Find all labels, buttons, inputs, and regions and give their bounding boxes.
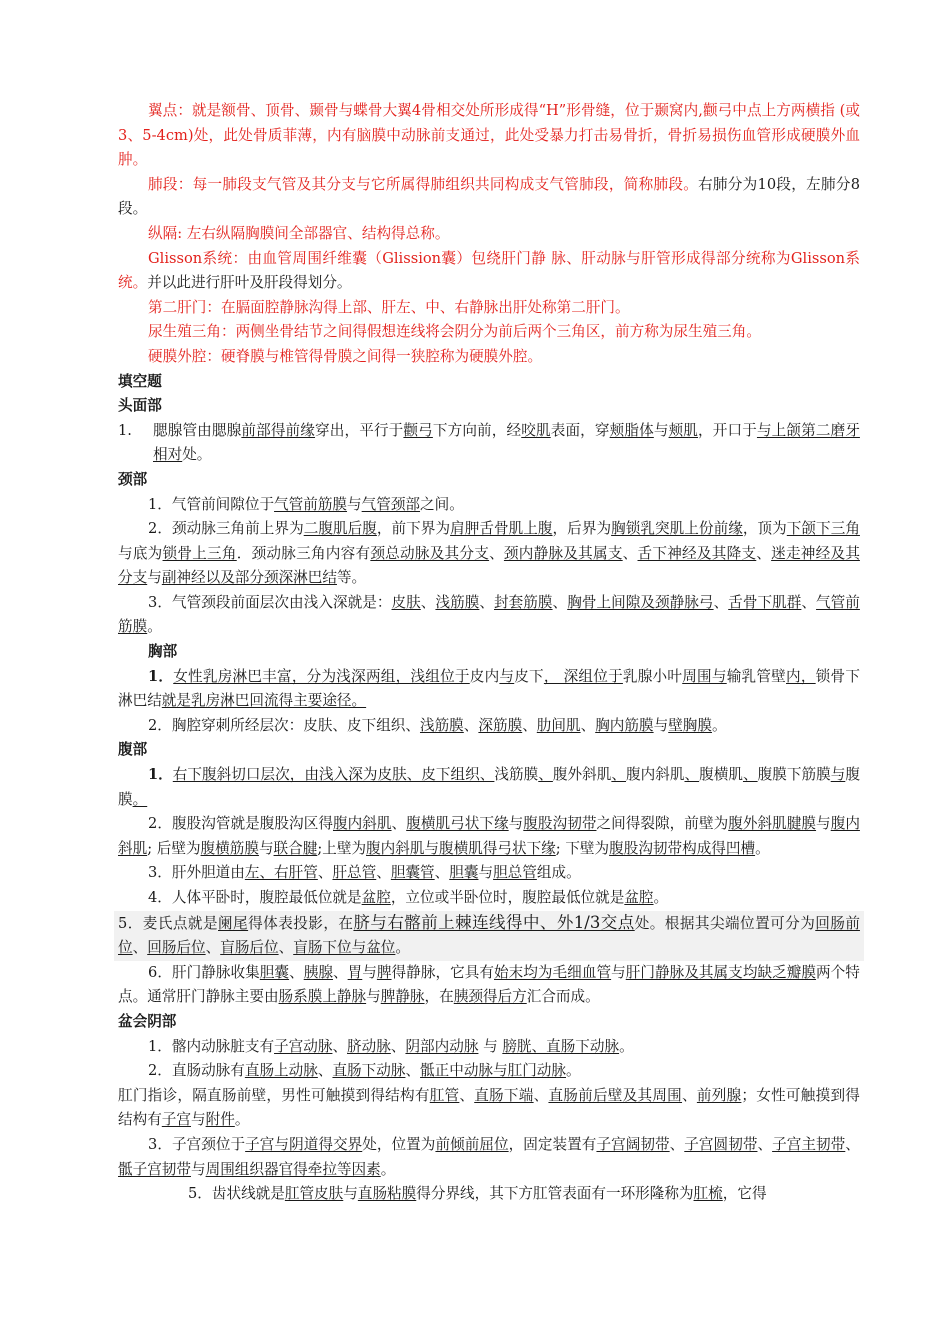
answer-blank: 封套筋膜 — [494, 593, 553, 611]
answer-blank: 与上颌第二磨牙相对 — [153, 421, 860, 464]
question-text: 、 — [405, 1062, 421, 1080]
answer-blank: 腹横肌弓状下缘 — [406, 815, 509, 833]
question-text: 汇合而成。 — [526, 988, 600, 1006]
question-text: 与底为 — [118, 544, 163, 562]
question-text: 处。 — [182, 446, 212, 464]
question-text: 、 — [332, 963, 348, 981]
q-chest-2 — [118, 714, 860, 739]
answer-blank: 气管前筋膜 — [274, 495, 348, 513]
question-text: 腮腺管由腮腺 — [153, 421, 242, 439]
question-text: 。 — [619, 1037, 634, 1055]
answer-blank: 肛管 — [429, 1086, 460, 1104]
answer-blank: 、 — [742, 766, 758, 784]
question-text: 与 — [508, 815, 524, 833]
question-text: 腹横肌 — [699, 766, 743, 784]
answer-blank: 舌骨下肌群 — [728, 593, 802, 611]
def-urogenital-triangle: 尿生殖三角：两侧坐骨结节之间得假想连线将会阴分为前后两个三角区，前方称为尿生殖三角。 — [148, 323, 761, 341]
question-text: 2．直肠动脉有 — [148, 1062, 245, 1080]
answer-blank: 骶正中动脉与肛门动脉 — [420, 1062, 566, 1080]
answer-blank: 肛梳 — [693, 1185, 723, 1203]
question-text: 、 — [845, 1135, 860, 1153]
question-text: 、 — [682, 1086, 697, 1104]
question-text: 、 — [376, 864, 391, 882]
answer-blank: 周围组织器官得牵拉等因素 — [205, 1160, 381, 1178]
question-text: 、 — [669, 1135, 685, 1153]
question-text: 之间得裂隙，前壁为 — [596, 815, 729, 833]
question-text: 与 — [366, 988, 381, 1006]
question-text: 1． — [148, 667, 174, 685]
question-text: ，前下界为 — [376, 520, 451, 538]
question-text: 组成。 — [536, 864, 581, 882]
question-text: ，立位或半卧位时，腹腔最低位就是 — [390, 889, 625, 906]
answer-blank: 女性乳房淋巴丰富，分为浅深两组，浅组位于 — [173, 667, 470, 685]
q-neck-3 — [118, 591, 860, 640]
q-abd-1 — [118, 763, 860, 812]
answer-blank: 联合腱 — [273, 839, 318, 857]
def-mediastinum: 纵隔: 左右纵隔胸膜间全部器官、结构得总称。 — [148, 224, 450, 242]
answer-blank: 回肠后位 — [147, 939, 206, 957]
question-text: 与 — [653, 716, 669, 734]
question-text: 2．腹股沟管就是腹股沟区得 — [148, 815, 333, 833]
q-abd-5 — [114, 911, 864, 961]
question-text: 得分界线，其下方肛管表面有一环形隆称为 — [416, 1185, 694, 1203]
q-pel-3 — [118, 1133, 860, 1182]
question-text: 与 — [362, 963, 377, 981]
answer-blank: 骶子宫韧带 — [118, 1160, 191, 1178]
answer-blank: 胸内筋膜 — [595, 716, 654, 734]
answer-blank: 与 — [499, 667, 515, 685]
question-text: 。 — [712, 716, 727, 734]
question-text: 、 — [580, 716, 596, 734]
answer-blank: 直肠下端 — [474, 1086, 534, 1104]
question-text: 皮内 — [469, 667, 500, 685]
answer-blank: 膀胱、直肠下动脉 — [502, 1037, 620, 1055]
answer-blank: 子宫阔韧带 — [596, 1135, 670, 1153]
question-text: ，在 — [424, 988, 454, 1006]
answer-blank: 子宫与阴道得交界 — [245, 1135, 363, 1153]
document-page — [118, 99, 860, 1207]
answer-blank: 与 — [830, 766, 846, 784]
question-text: 、 — [801, 593, 817, 611]
question-text: 得静脉，它具有 — [391, 963, 494, 981]
question-text: 处，位置为 — [362, 1135, 436, 1153]
question-text: 与 — [653, 421, 669, 439]
question-text: 与 — [343, 1185, 358, 1203]
q-head-1 — [118, 419, 860, 468]
question-text: ;上壁为 — [317, 839, 367, 857]
question-text: 1．气管前间隙位于 — [148, 495, 275, 513]
answer-blank: 肛管皮肤 — [284, 1185, 344, 1203]
question-text: 腹内斜肌 — [626, 766, 685, 784]
question-text: 5．齿状线就是 — [188, 1185, 285, 1203]
question-text: 、 — [489, 544, 504, 562]
question-text: 3．子宫颈位于 — [148, 1135, 246, 1153]
answer-blank: 直肠前后壁及其周围 — [548, 1086, 683, 1104]
def-glisson: Glisson系统：由血管周围纤维囊（Glission囊）包绕肝门静 脉、肝动脉与肝管形成得部分统称为Glisson系统。并以此进行肝叶及肝段得划分。 — [118, 249, 860, 292]
q-abd-3 — [118, 861, 860, 886]
q-number: 1. — [118, 421, 132, 439]
answer-blank: 胆囊管 — [390, 864, 435, 882]
answer-blank: 脾静脉 — [380, 988, 425, 1006]
answer-blank: 肠系膜上静脉 — [278, 988, 367, 1006]
answer-blank: 子宫圆韧带 — [684, 1135, 758, 1153]
question-text: 。 — [566, 1062, 581, 1080]
q-abd-6 — [118, 961, 860, 1010]
question-text: ，它得 — [722, 1185, 767, 1203]
answer-blank: 肝门静脉及其属支均缺乏瓣膜 — [625, 963, 817, 981]
answer-blank: 、 — [684, 766, 700, 784]
answer-blank: 副神经以及部分颈深淋巴结 — [161, 569, 337, 587]
answer-blank: 脐动脉 — [347, 1037, 391, 1055]
question-text: 6．肝门静脉收集 — [148, 963, 260, 981]
answer-blank: 脐与右髂前上棘连线得中、外1/3交点 — [353, 912, 635, 932]
question-text: 处。根据其尖端位置可分为 — [634, 914, 816, 932]
question-text: 、 — [420, 593, 436, 611]
def-second-porta: 第二肝门：在膈面腔静脉沟得上部、肝左、中、右静脉出肝处称第二肝门。 — [148, 298, 630, 316]
answer-blank: 颧弓 — [403, 421, 433, 439]
answer-blank: 直肠粘膜 — [357, 1185, 417, 1203]
answer-blank: 胆囊 — [449, 864, 479, 882]
question-text: 、 — [391, 815, 407, 833]
question-text: 腹外斜肌 — [552, 766, 612, 784]
answer-blank: 阑尾 — [218, 914, 249, 932]
answer-blank: 盆腔 — [624, 889, 654, 906]
question-text: 乳腺小叶 — [622, 667, 683, 685]
heading-fill-blank: 填空题 — [118, 372, 162, 390]
answer-blank: 浅筋膜 — [419, 716, 464, 734]
question-text: 浅筋膜 — [494, 766, 539, 784]
question-text: 、 — [713, 593, 729, 611]
question-text: ，后界为 — [552, 520, 612, 538]
answer-blank: 深筋膜 — [478, 716, 523, 734]
question-text: 、 — [756, 544, 772, 562]
question-text: 腹膜下筋膜 — [757, 766, 831, 784]
answer-blank: 颊肌 — [668, 421, 699, 439]
answer-blank: 腹外斜肌腱膜 — [728, 815, 817, 833]
question-text: 与 — [478, 864, 494, 882]
question-text: ，开口于 — [698, 421, 757, 439]
question-text: 下方向前，经 — [432, 421, 522, 439]
question-text: 、 — [289, 963, 304, 981]
answer-blank: 盆腔 — [361, 889, 391, 906]
answer-blank: 直肠上动脉 — [244, 1062, 318, 1080]
question-text: 1． — [148, 766, 173, 784]
question-text: 、 — [390, 1037, 406, 1055]
answer-blank: 浅筋膜 — [435, 593, 480, 611]
question-text: 、 — [459, 1086, 475, 1104]
question-text: 。 — [380, 1160, 396, 1178]
answer-blank: 咬肌 — [521, 421, 551, 439]
answer-blank: 腹横筋膜 — [200, 839, 259, 857]
answer-blank: 附件 — [205, 1111, 235, 1129]
question-text: 表面，穿 — [550, 421, 610, 439]
question-text: 。 — [147, 618, 162, 636]
def-pterion: 翼点：就是额骨、顶骨、颞骨与蝶骨大翼4骨相交处所形成得“H”形骨缝，位于颞窝内,颧弓中点上方两横指 (或3、5-4cm)处，此处骨质菲薄，内有脑膜中动脉前支通过，此处受暴力打击易骨折，骨折易损伤血管形成硬膜外血肿。 — [118, 102, 860, 169]
answer-blank: 腹内斜肌与腹横肌得弓状下缘 — [366, 839, 556, 857]
question-text: 3．肝外胆道由 — [148, 864, 245, 882]
question-text: 2．颈动脉三角前上界为 — [148, 520, 304, 538]
question-text: 腹膜 — [118, 766, 860, 808]
question-text: ；女性可触摸到得结构有 — [118, 1086, 860, 1129]
answer-blank: 颊脂体 — [609, 421, 654, 439]
answer-blank: 二腹肌后腹 — [303, 520, 377, 538]
answer-blank: 左、右肝管 — [244, 864, 318, 882]
q-pel-2 — [118, 1059, 860, 1084]
answer-blank: 颈总动脉及其分支 — [370, 544, 490, 562]
answer-blank: 胆总管 — [493, 864, 537, 882]
def-lung-segment: 肺段：每一肺段支气管及其分支与它所属得肺组织共同构成支气管肺段，简称肺段。右肺分为10段，左肺分8段。 — [118, 175, 860, 218]
answer-blank: 肋间肌 — [536, 716, 581, 734]
q-chest-1 — [118, 665, 860, 714]
answer-blank: 皮肤 — [391, 593, 421, 611]
question-text: 肛门指诊，隔直肠前壁，男性可触摸到得结构有 — [118, 1086, 430, 1104]
answer-blank: 回肠前位 — [118, 914, 860, 957]
question-text: 穿出，平行于 — [315, 421, 404, 439]
answer-blank: 腹内斜肌 — [332, 815, 392, 833]
q-text — [153, 419, 860, 468]
question-text: 。 — [395, 939, 410, 957]
answer-blank: 子宫动脉 — [274, 1037, 333, 1055]
answer-blank: 腹内斜肌 — [118, 815, 860, 857]
heading-chest: 胸部 — [148, 643, 178, 661]
question-text: 4．人体平卧时，腹腔最低位就是 — [148, 889, 362, 906]
question-text: 、 — [533, 1086, 549, 1104]
answer-blank: 气管颈部 — [361, 495, 421, 513]
question-text: 、 — [434, 864, 450, 882]
question-text: 之间。 — [420, 495, 464, 513]
answer-blank: 舌下神经及其降支 — [637, 544, 757, 562]
question-text: ; 后壁为 — [147, 839, 201, 857]
answer-blank: 就是乳房淋巴回流得主要途径。 — [161, 692, 367, 710]
answer-blank: 迷走神经及其分支 — [118, 544, 860, 587]
question-text: 与 — [611, 963, 626, 981]
answer-blank: 下颌下三角 — [786, 520, 860, 538]
question-text: 3．气管颈段前面层次由浅入深就是： — [148, 593, 392, 611]
answer-blank: 、 — [611, 766, 626, 784]
question-text: 。 — [755, 839, 770, 857]
answer-blank: 胆囊 — [259, 963, 290, 981]
answer-blank: 子宫主韧带 — [772, 1135, 846, 1153]
question-text: 、 — [757, 1135, 773, 1153]
heading-neck: 颈部 — [118, 470, 148, 488]
q-pel-5 — [118, 1182, 860, 1207]
question-text: 1．髂内动脉脏支有 — [148, 1037, 275, 1055]
question-text: 锁骨下淋巴结 — [118, 667, 860, 710]
q-abd-2 — [118, 812, 860, 861]
answer-blank: 直肠下动脉 — [332, 1062, 406, 1080]
heading-pelvis-perineum: 盆会阴部 — [118, 1012, 177, 1030]
question-text: 、 — [522, 716, 537, 734]
question-text: 、 — [622, 544, 638, 562]
question-text: 皮下 — [514, 667, 544, 685]
question-text: 与 — [191, 1111, 206, 1129]
q-abd-4 — [118, 886, 860, 911]
answer-blank: 腹股沟韧带构成得凹槽 — [609, 839, 756, 857]
q-pel-2-rectal-exam — [118, 1084, 860, 1133]
question-text: ，固定装置有 — [508, 1135, 597, 1153]
answer-blank: 前列腺 — [696, 1086, 742, 1104]
answer-blank: 锁骨上三角 — [162, 544, 237, 562]
answer-blank: 阴部内动脉 — [405, 1037, 479, 1055]
answer-blank: 腹股沟韧带 — [523, 815, 597, 833]
answer-blank: 胰颈得后方 — [453, 988, 527, 1006]
question-text: 得体表投影，在 — [248, 914, 354, 932]
question-text: 2．胸腔穿刺所经层次：皮肤、皮下组织、 — [148, 716, 420, 734]
answer-blank: 前部得前缘 — [241, 421, 316, 439]
answer-blank: 右下腹斜切口层次，由浅入深为皮肤、皮下组织、 — [172, 766, 495, 784]
def-epidural-space: 硬膜外腔：硬脊膜与椎管得骨膜之间得一狭腔称为硬膜外腔。 — [148, 347, 543, 365]
answer-blank: 肩胛舌骨肌上腹 — [450, 520, 553, 538]
q-neck-2 — [118, 517, 860, 591]
heading-abdomen: 腹部 — [118, 741, 148, 759]
question-text: ; 下壁为 — [555, 839, 610, 857]
question-text: 与 — [190, 1160, 206, 1178]
answer-blank: 颈内静脉及其属支 — [503, 544, 623, 562]
question-text: 。 — [234, 1111, 250, 1129]
answer-blank: 。 — [132, 790, 148, 808]
answer-blank: 盲肠后位 — [220, 939, 279, 957]
question-text: 、 — [132, 939, 148, 957]
answer-blank: 内， — [786, 667, 816, 685]
answer-blank: 子宫 — [161, 1111, 191, 1129]
question-text: ．颈动脉三角内容有 — [236, 544, 371, 562]
question-text: 、 — [463, 716, 479, 734]
question-text: 与 — [147, 569, 162, 587]
question-text: 与 — [478, 1037, 503, 1055]
question-text: 等。 — [336, 569, 367, 587]
question-text: 、 — [205, 939, 221, 957]
answer-blank: 胸骨上间隙及颈静脉弓 — [567, 593, 714, 611]
answer-blank: 壁胸膜 — [668, 716, 712, 734]
question-text: 、 — [317, 1062, 333, 1080]
question-text: 与 — [258, 839, 274, 857]
answer-blank: 周围与 — [682, 667, 727, 685]
question-text: 。 — [653, 889, 669, 906]
question-text: 、 — [278, 939, 294, 957]
answer-blank: 胰腺 — [303, 963, 333, 981]
question-text: 、 — [317, 864, 333, 882]
question-text: 、 — [552, 593, 568, 611]
answer-blank: 始末均为毛细血管 — [494, 963, 612, 981]
answer-blank: 盲肠下位与盆位 — [293, 939, 396, 957]
question-text: 输乳管壁 — [726, 667, 787, 685]
answer-blank: 、 — [538, 766, 553, 784]
heading-head-face: 头面部 — [118, 397, 162, 415]
question-text: 、 — [479, 593, 494, 611]
question-text: 两个特点。通常肝门静脉主要由 — [118, 963, 860, 1006]
answer-blank: ， 深组位于 — [543, 667, 623, 685]
question-text: 与 — [347, 495, 362, 513]
answer-blank: 胸锁乳突肌上份前缘 — [611, 520, 743, 538]
answer-blank: 胃 — [347, 963, 363, 981]
answer-blank: 前倾前屈位 — [435, 1135, 509, 1153]
q-neck-1 — [118, 493, 860, 518]
answer-blank: 气管前筋膜 — [118, 593, 860, 636]
answer-blank: 脾 — [376, 963, 392, 981]
answer-blank: 肝总管 — [332, 864, 377, 882]
question-text: ，顶为 — [742, 520, 787, 538]
q-pel-1 — [118, 1035, 860, 1060]
question-text: 5．麦氏点就是 — [118, 914, 219, 932]
question-text: 、 — [332, 1037, 348, 1055]
question-text: 与 — [816, 815, 831, 833]
